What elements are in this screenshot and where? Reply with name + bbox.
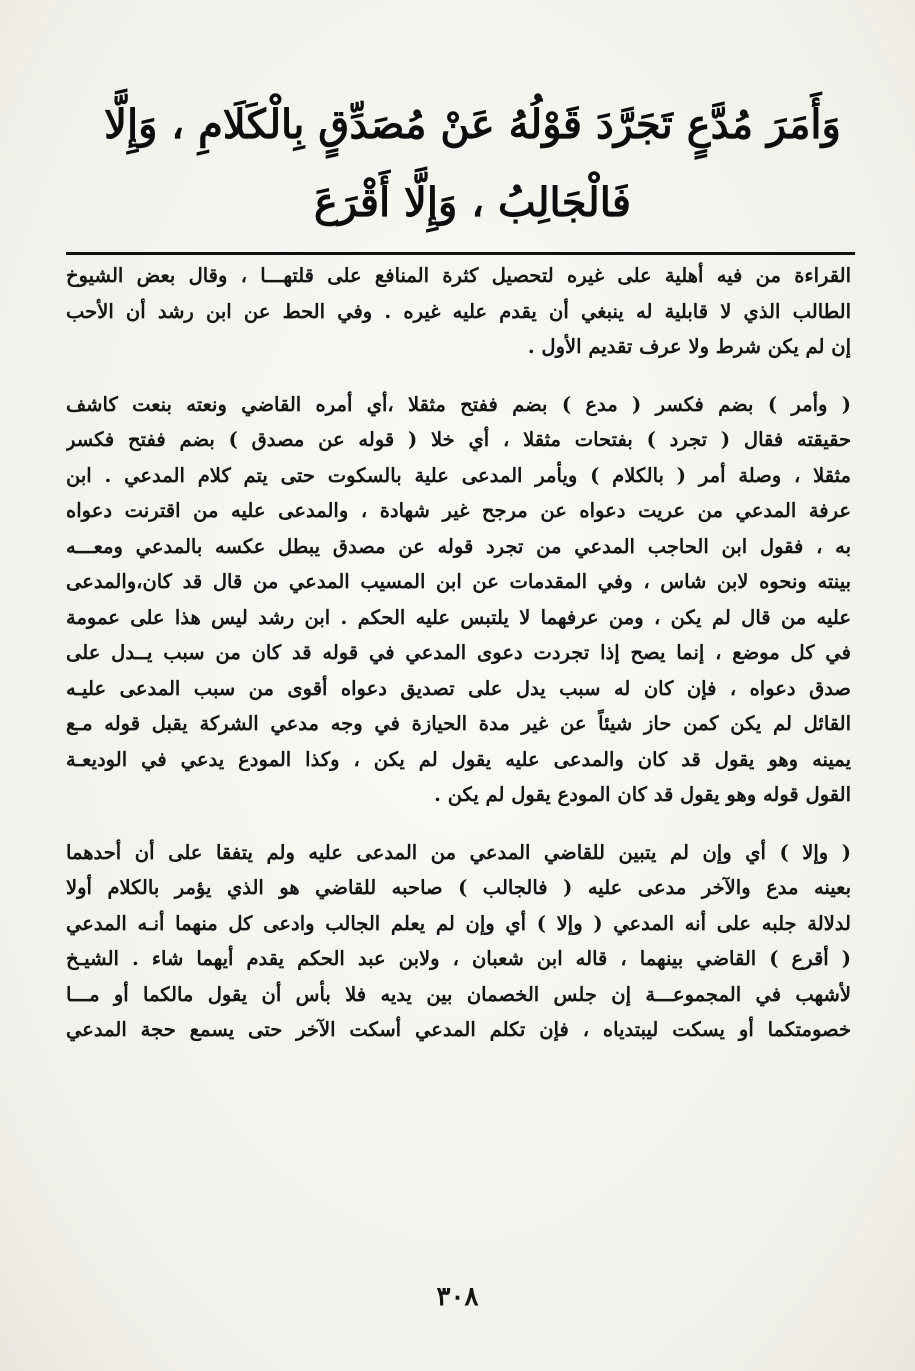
heading-line-2: فَالْجَالِبُ ، وَإِلَّا أَقْرَعَ: [313, 179, 632, 226]
paragraph-gap: [66, 365, 851, 387]
text-line: لدلالة جلبه على أنه المدعي ( وإلا ) أي وإن لم يعلم الجالب وادعى كل منهما أنـه المدعي: [66, 911, 851, 935]
text-line: بعينه مدع والآخر مدعى عليه ( فالجالب ) صاحبه للقاضي هو الذي يؤمر بالكلام أولا: [66, 876, 851, 899]
separator-rule: [66, 252, 855, 255]
text-line: عليه من قال لم يكن ، ومن عرفهما لا يلتبس عليه الحكم . ابن رشد ليس هذا على عمومة: [66, 605, 851, 629]
text-line: الطالب الذي لا قابلية له ينبغي أن يقدم عليه غيره . وفي الحط عن ابن رشد أن الأحب: [66, 299, 851, 323]
text-line: في كل موضع ، إنما يصح إذا تجردت دعوى المدعي في قوله قد كان من سبب يــدل على: [66, 641, 851, 664]
text-line: يمينه وهو يقول قد كان والمدعى عليه يقول لم يكن ، وكذا المودع يدعي في الوديعـة: [66, 747, 851, 771]
text-line: القول قوله وهو يقول قد كان المودع يقول لم يكن .: [434, 783, 851, 806]
text-line: عرفة المدعي من عريت دعواه عن مرجح غير شهادة ، والمدعى عليه من اقترنت دعواه: [66, 499, 851, 522]
text-line: ( أقرع ) القاضي بينهما ، قاله ابن شعبان ، ولابن عبد الحكم يقدم أيهما شاء . الشيـخ: [66, 947, 851, 970]
text-line: بينته ونحوه لابن شاس ، وفي المقدمات عن ابن المسيب المدعي من قال قد كان،والمدعى: [66, 570, 851, 593]
text-line: مثقلا ، وصلة أمر ( بالكلام ) ويأمر المدعى علية بالسكوت حتى يتم كلام المدعي . ابن: [66, 463, 851, 487]
commentary-body: [66, 258, 851, 1048]
text-line: صدق دعواه ، فإن كان له سبب يدل على تصديق دعواه أقوى من سبب المدعى عليـه: [66, 676, 851, 700]
text-line: حقيقته فقال ( تجرد ) بفتحات مثقلا ، أي خلا ( قوله عن مصدق ) بضم ففتح فكسر: [66, 428, 851, 451]
paragraph-3: [66, 835, 851, 1048]
paragraph-1: [66, 258, 851, 365]
heading-line-1: وَأَمَرَ مُدَّعٍ تَجَرَّدَ قَوْلُهُ عَنْ مُصَدِّقٍ بِالْكَلَامِ ، وَإِلَّا: [104, 101, 841, 148]
paragraph-gap: [66, 813, 851, 835]
text-line: القائل لم يكن كمن حاز شيئاً عن غير مدة الحيازة في وجه مدعي الشركة يقبل قوله مـع: [66, 712, 851, 735]
page-number: ٣٠٨: [436, 1282, 479, 1312]
text-line: ( وإلا ) أي وإن لم يتبين للقاضي المدعي من المدعى عليه ولم يتفقا على أن أحدهما: [66, 840, 851, 864]
matn-heading: [90, 86, 855, 242]
text-line: القراءة من فيه أهلية على غيره لتحصيل كثرة المنافع على قلتهـــا ، وقال بعض الشيوخ: [66, 264, 851, 287]
text-line: به ، فقول ابن الحاجب المدعي من تجرد قوله عن مصدق يبطل عكسه بالمدعي ومعـــه: [66, 534, 851, 558]
text-line: خصومتكما أو يسكت ليبتدياه ، فإن تكلم المدعي أسكت الآخر حتى يسمع حجة المدعي: [66, 1018, 851, 1041]
text-line: ( وأمر ) بضم فكسر ( مدع ) بضم ففتح مثقلا ،أي أمره القاضي ونعته بنعت كاشف: [66, 392, 851, 416]
paragraph-2: [66, 387, 851, 813]
text-line: لأشهب في المجموعـــة إن جلس الخصمان بين يديه فلا بأس أن يقول مالكما أو مـــا: [66, 982, 851, 1006]
text-line: إن لم يكن شرط ولا عرف تقديم الأول .: [527, 335, 851, 358]
